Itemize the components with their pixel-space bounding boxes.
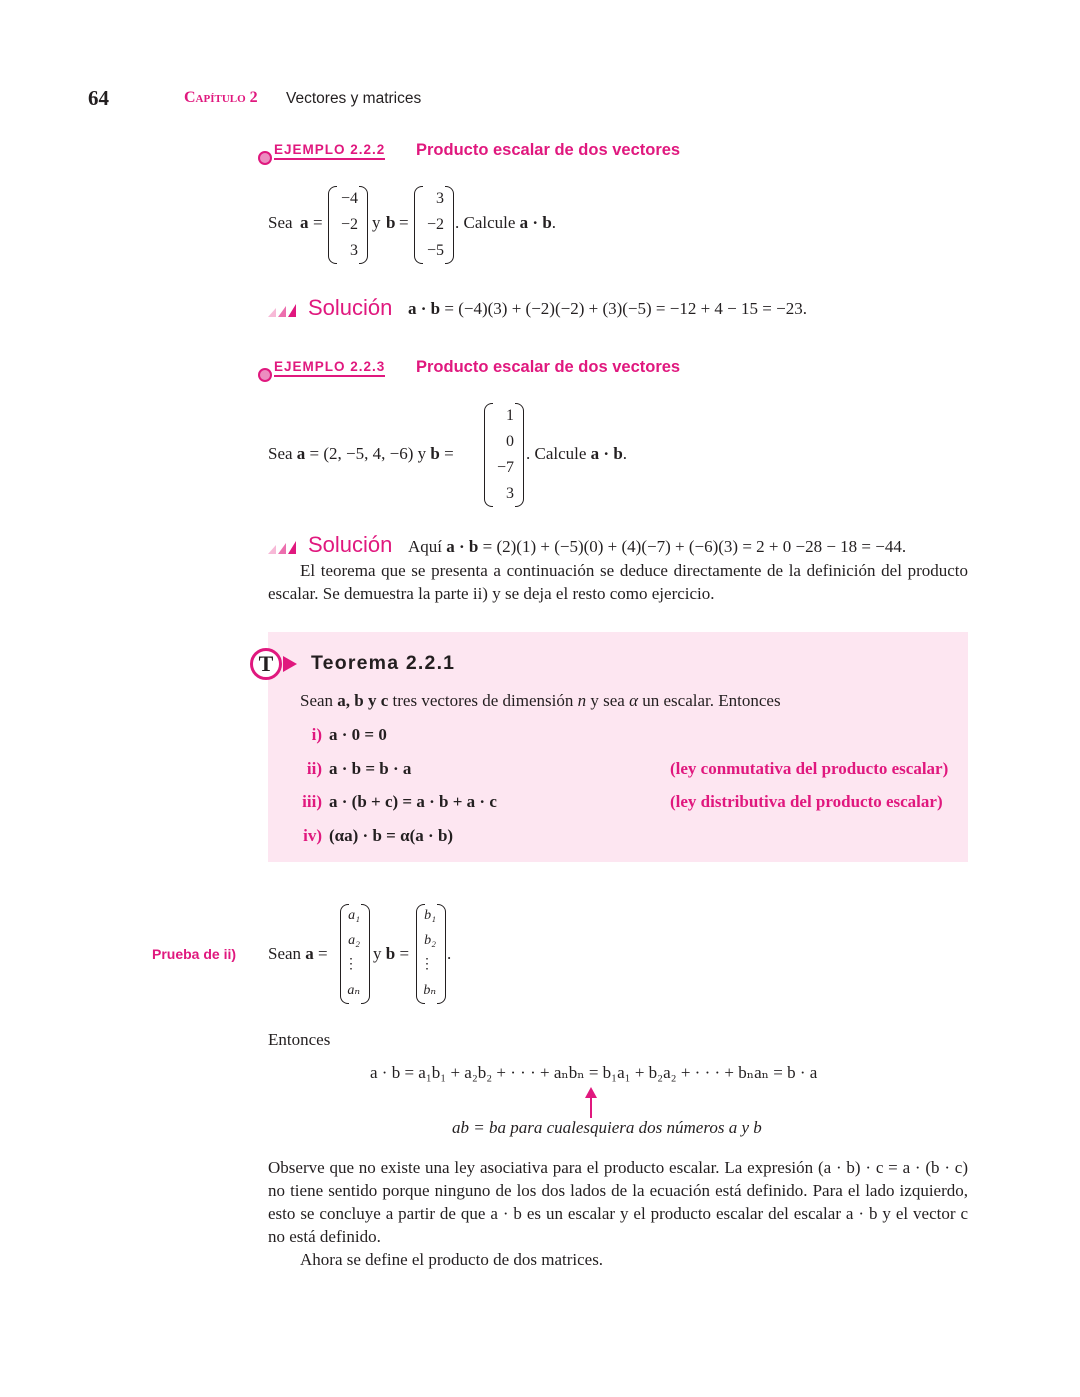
dot-product-expr: a · b [519, 213, 552, 232]
proof-sean-text [268, 944, 328, 964]
statement-end: un escalar. Entonces [638, 691, 781, 710]
dot-product-expr: a · b [590, 444, 623, 463]
solution-label: Solución [308, 532, 393, 557]
vector-b-name: b [430, 444, 440, 463]
right-paren [437, 904, 446, 1004]
vector-b-matrix [416, 904, 446, 1004]
theorem-item-number: i) [311, 725, 322, 744]
right-paren [515, 403, 524, 507]
sean-word: Sean [268, 944, 302, 963]
example-label: EJEMPLO 2.2.2 [274, 142, 385, 160]
chapter-label: Capítulo 2 [184, 89, 258, 106]
period: . [447, 944, 452, 963]
period: . [551, 213, 557, 232]
y-word: y [373, 944, 382, 963]
arrow-up-icon [584, 1086, 598, 1120]
matrix-cell: 3 [350, 242, 358, 259]
entonces-text: Entonces [268, 1030, 331, 1049]
sea-word: Sea [268, 444, 293, 463]
right-paren [361, 904, 370, 1004]
matrix-cell: b₂ [424, 933, 436, 948]
equals-sign: = [313, 213, 323, 232]
proof-label: Prueba de ii) [152, 946, 237, 962]
example-label: EJEMPLO 2.2.3 [274, 359, 385, 377]
theorem-item-expr: a · 0 = 0 [329, 725, 387, 744]
solution-label: Solución [308, 295, 393, 320]
statement-mid: tres vectores de dimensión [388, 691, 578, 710]
vector-b-name: b [385, 944, 396, 963]
statement-vectors: a, b y c [337, 691, 389, 710]
left-paren [414, 186, 423, 264]
solution-intro: Aquí [408, 537, 447, 556]
solution-equation [408, 299, 807, 319]
vector-b-name: b [386, 213, 396, 232]
matrix-cell: 1 [506, 407, 514, 424]
vector-b-matrix [484, 403, 524, 507]
chapter-title: Vectores y matrices [286, 90, 422, 107]
statement-mid2: y sea [586, 691, 630, 710]
equals-sign: = [399, 944, 410, 963]
example-title: Producto escalar de dos vectores [416, 141, 681, 159]
matrix-cell: bₙ [423, 983, 436, 998]
matrix-cell: a₁ [348, 908, 360, 923]
vector-b-matrix [414, 186, 454, 264]
vector-a-name: a [305, 944, 314, 963]
theorem-statement [300, 691, 781, 711]
example-bullet-icon [258, 151, 272, 165]
solution-triangles-icon [268, 304, 296, 317]
solution-equation [408, 537, 906, 557]
statement-alpha: α [629, 691, 639, 710]
proof-equation: a · b = a₁b₁ + a₂b₂ + · · · + aₙbₙ = b₁a₁ + b₂a₂ + · · · + bₙaₙ = b · a [370, 1063, 818, 1082]
matrix-cell: 3 [506, 485, 514, 502]
theorem-item-expr: a · b = b · a [329, 759, 412, 778]
equals-sign: = [444, 444, 454, 463]
solution-rest: = (2)(1) + (−5)(0) + (4)(−7) + (−6)(3) = 2 + 0 −28 − 18 = −44. [478, 537, 907, 556]
statement-pre: Sean [300, 691, 338, 710]
vector-a-matrix [328, 186, 368, 264]
dot-product-expr: a · b [446, 537, 479, 556]
proof-note: ab = ba para cualesquiera dos números a y b [452, 1118, 762, 1137]
theorem-item-law: (ley conmutativa del producto escalar) [670, 759, 949, 778]
left-paren [328, 186, 337, 264]
theorem-arrow-icon [283, 656, 297, 672]
equals-sign: = [399, 213, 409, 232]
paragraph-intro: El teorema que se presenta a continuación se deduce directamente de la definición del producto escalar. Se demuestra la parte ii) y se deja el resto como ejercicio. [268, 561, 968, 603]
matrix-cell: −2 [426, 216, 444, 233]
calcule-text [526, 444, 627, 464]
equals-sign: = [318, 944, 328, 963]
calcule-label: . Calcule [526, 444, 587, 463]
example-sea-text: Sea [268, 213, 293, 232]
vector-a-name: a [296, 444, 306, 463]
period: . [622, 444, 628, 463]
right-paren [445, 186, 454, 264]
example-sea-text [268, 444, 454, 464]
y-connector: y [372, 213, 381, 232]
solution-rest: = (−4)(3) + (−2)(−2) + (3)(−5) = −12 + 4 − 15 = −23. [440, 299, 807, 318]
right-paren [359, 186, 368, 264]
matrix-cell: −5 [426, 242, 444, 259]
theorem-item-expr: (αa) · b = α(a · b) [329, 826, 454, 845]
statement-n: n [577, 691, 587, 710]
theorem-item-number: iii) [302, 792, 322, 811]
vector-a-name: a [300, 213, 309, 232]
matrix-cell: aₙ [347, 983, 360, 998]
calcule-label: . Calcule [455, 213, 516, 232]
matrix-cell: 3 [436, 190, 444, 207]
matrix-cell: −7 [496, 459, 514, 476]
theorem-item-number: iv) [303, 826, 322, 845]
solution-triangles-icon [268, 541, 296, 554]
matrix-cell: 0 [506, 433, 514, 450]
y-connector [373, 944, 409, 964]
theorem-item-law: (ley distributiva del producto escalar) [670, 792, 943, 811]
vector-a-matrix [340, 904, 370, 1004]
page-number: 64 [88, 86, 109, 110]
calcule-text [455, 213, 556, 233]
matrix-cell: a₂ [348, 933, 360, 948]
dot-product-expr: a · b [408, 299, 441, 318]
paragraph-next: Ahora se define el producto de dos matrices. [300, 1250, 604, 1269]
matrix-cell: −2 [340, 216, 358, 233]
theorem-title: Teorema 2.2.1 [311, 652, 456, 674]
example-title: Producto escalar de dos vectores [416, 358, 681, 376]
matrix-cell: ⋮ [420, 957, 434, 972]
example-bullet-icon [258, 368, 272, 382]
matrix-cell: ⋮ [344, 957, 358, 972]
left-paren [484, 403, 493, 507]
theorem-item-expr: a · (b + c) = a · b + a · c [329, 792, 497, 811]
theorem-item-number: ii) [306, 759, 322, 778]
matrix-cell: −4 [340, 190, 358, 207]
vector-a-value: = (2, −5, 4, −6) y [305, 444, 431, 463]
theorem-badge-icon: T [250, 648, 282, 680]
matrix-cell: b₁ [424, 908, 436, 923]
paragraph-associative: Observe que no existe una ley asociativa para el producto escalar. La expresión (a · b) · c = a · (b · c) no tiene sentido porque ninguno de los dos lados de la ecuación está definido. Para el lado izquierdo, esto se concluye a partir de que a · b es un escalar y el producto escalar del escalar a · b y el vector c no está definido. [268, 1158, 968, 1246]
